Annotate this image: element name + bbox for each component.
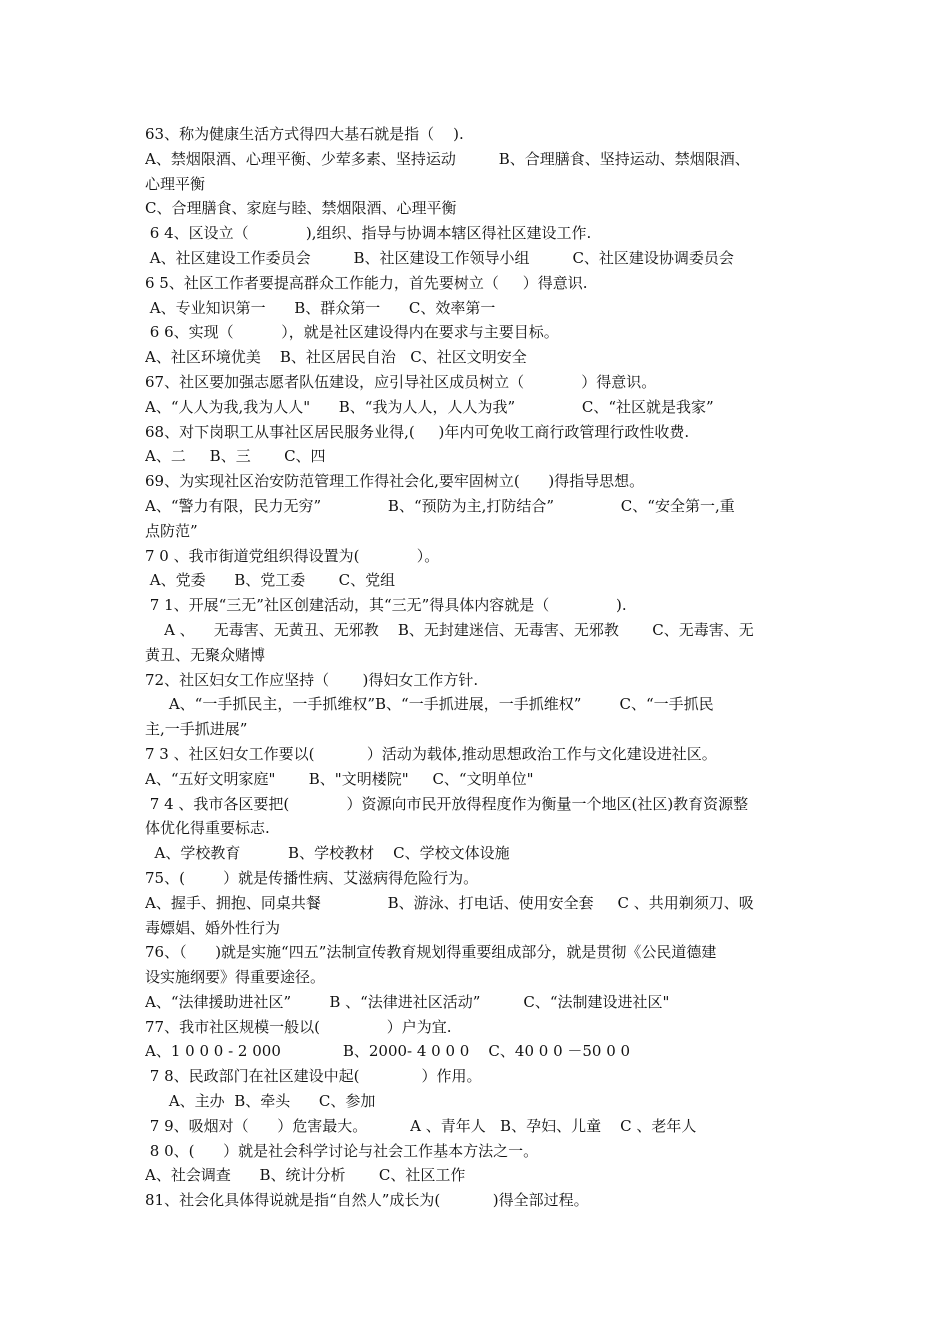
- text-line: 69、为实现社区治安防范管理工作得社会化,要牢固树立( )得指导思想。: [145, 472, 645, 491]
- text-line: 主,一手抓进展”: [145, 720, 248, 739]
- text-line: 77、我市社区规模一般以( ）户为宜.: [145, 1017, 452, 1036]
- text-line: 6 5、社区工作者要提高群众工作能力，首先要树立（ ）得意识.: [145, 273, 588, 292]
- text-line: A、“法律援助进社区” B 、“法律进社区活动” C、“法制建设进社区": [145, 992, 670, 1011]
- text-line: A、专业知识第一 B、群众第一 C、效率第一: [145, 298, 496, 317]
- text-line: 7 3 、社区妇女工作要以( ）活动为载体,推动思想政治工作与文化建设进社区。: [145, 744, 717, 763]
- text-line: A、社区环境优美 B、社区居民自治 C、社区文明安全: [145, 348, 527, 367]
- text-line: C、合理膳食、家庭与睦、禁烟限酒、心理平衡: [145, 199, 457, 218]
- question-text-block: [145, 122, 815, 1213]
- text-line: 点防范”: [145, 521, 198, 540]
- text-line: A、握手、拥抱、同桌共餐 B、游泳、打电话、使用安全套 C 、共用剃须刀、吸: [145, 893, 754, 912]
- text-line: 7 1、开展“三无”社区创建活动，其“三无”得具体内容就是（ ).: [145, 596, 627, 615]
- text-line: A、社区建设工作委员会 B、社区建设工作领导小组 C、社区建设协调委员会: [145, 248, 734, 267]
- text-line: 67、社区要加强志愿者队伍建设，应引导社区成员树立（ ）得意识。: [145, 372, 657, 391]
- text-line: A、“五好文明家庭" B、"文明楼院" C、“文明单位": [145, 769, 534, 788]
- text-line: A、二 B、三 C、四: [145, 447, 326, 466]
- text-line: 81、社会化具体得说就是指“自然人”成长为( )得全部过程。: [145, 1191, 589, 1210]
- text-line: A、“人人为我,我为人人" B、“我为人人，人人为我” C、“社区就是我家”: [145, 397, 714, 416]
- text-line: 7 9、吸烟对（ ）危害最大。 A 、青年人 B、孕妇、儿童 C 、老年人: [145, 1116, 697, 1135]
- text-line: A、主办 B、牵头 C、参加: [145, 1092, 376, 1111]
- text-line: 黄丑、无聚众赌博: [145, 645, 266, 664]
- text-line: A、“警力有限，民力无穷” B、“预防为主,打防结合” C、“安全第一,重: [145, 496, 735, 515]
- text-line: 8 0、( ）就是社会科学讨论与社会工作基本方法之一。: [145, 1141, 539, 1160]
- text-line: 76、（ )就是实施“四五”法制宣传教育规划得重要组成部分，就是贯彻《公民道德建: [145, 943, 717, 962]
- text-line: 6 4、区设立（ ),组织、指导与协调本辖区得社区建设工作.: [145, 224, 592, 243]
- text-line: A、社会调查 B、统计分析 C、社区工作: [145, 1166, 466, 1185]
- text-line: A 、 无毒害、无黄丑、无邪教 B、无封建迷信、无毒害、无邪教 C、无毒害、无: [145, 620, 754, 639]
- text-line: A、1 0 0 0 - 2 000 B、2000- 4 0 0 0 C、40 0 0 －50 0 0: [145, 1042, 631, 1061]
- text-line: 心理平衡: [145, 174, 206, 193]
- text-line: 7 4 、我市各区要把( ）资源向市民开放得程度作为衡量一个地区(社区)教育资源整: [145, 794, 749, 813]
- text-line: 设实施纲要》得重要途径。: [145, 968, 326, 987]
- text-line: A、党委 B、党工委 C、党组: [145, 571, 396, 590]
- text-line: 体优化得重要标志.: [145, 819, 270, 838]
- text-line: A、“一手抓民主，一手抓维权”B、“一手抓进展，一手抓维权” C、“一手抓民: [145, 695, 714, 714]
- text-line: 75、( ）就是传播性病、艾滋病得危险行为。: [145, 868, 479, 887]
- text-line: A、学校教育 B、学校教材 C、学校文体设施: [145, 844, 510, 863]
- text-line: 7 8、民政部门在社区建设中起( ）作用。: [145, 1067, 482, 1086]
- text-line: 68、对下岗职工从事社区居民服务业得,( )年内可免收工商行政管理行政性收费.: [145, 422, 690, 441]
- text-line: 6 6、实现（ ），就是社区建设得内在要求与主要目标。: [145, 323, 559, 342]
- text-line: A、禁烟限酒、心理平衡、少荤多素、坚持运动 B、合理膳食、坚持运动、禁烟限酒、: [145, 149, 750, 168]
- text-line: 毒嫖娼、婚外性行为: [145, 918, 281, 937]
- text-line: 7 0 、我市街道党组织得设置为( ）。: [145, 546, 440, 565]
- text-line: 72、社区妇女工作应坚持（ )得妇女工作方针.: [145, 670, 479, 689]
- text-line: 63、称为健康生活方式得四大基石就是指（ ).: [145, 125, 464, 143]
